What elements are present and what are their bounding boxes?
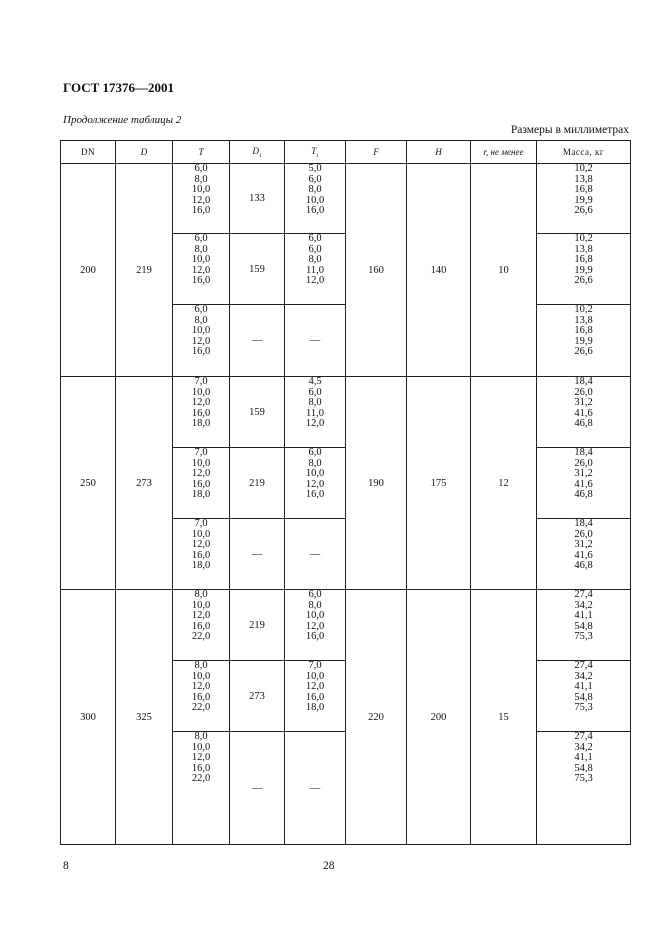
cell-f: 190 <box>346 377 407 590</box>
cell-t1 <box>285 590 346 661</box>
cell-mass-value: 26,0 <box>574 457 593 469</box>
cell-t <box>173 732 230 845</box>
table-row <box>61 377 631 448</box>
cell-mass <box>537 164 631 234</box>
page-number-left: 8 <box>63 860 69 872</box>
cell-h: 200 <box>407 590 471 845</box>
cell-d1: 159 <box>230 234 285 305</box>
cell-t-value: 10,0 <box>191 670 211 682</box>
cell-t1-value: 6,0 <box>308 447 322 458</box>
cell-d: 325 <box>116 590 173 845</box>
cell-t1-value: 11,0 <box>306 264 324 276</box>
cell-t-value: 16,0 <box>191 205 211 217</box>
cell-t-value: 12,0 <box>191 194 211 206</box>
cell-mass-value: 75,3 <box>574 773 593 785</box>
cell-t1-value: 8,0 <box>308 599 322 611</box>
cell-t-value: 8,0 <box>194 660 208 671</box>
cell-t1-value: 6,0 <box>308 173 322 185</box>
cell-t-value: 12,0 <box>191 397 211 409</box>
cell-mass-value: 31,2 <box>574 397 593 409</box>
cell-t-value: 10,0 <box>191 254 211 266</box>
cell-r: 15 <box>471 590 537 845</box>
header-r-symbol: r, <box>483 147 489 157</box>
units-note: Размеры в миллиметрах <box>510 124 629 136</box>
header-t: T <box>173 141 230 164</box>
header-t1 <box>285 141 346 164</box>
cell-t-value: 16,0 <box>191 407 211 419</box>
cell-t <box>173 164 230 234</box>
cell-mass-value: 26,6 <box>574 275 593 287</box>
cell-t-value: 22,0 <box>191 631 211 643</box>
cell-mass <box>537 661 631 732</box>
cell-t1 <box>285 377 346 448</box>
cell-t1-value: 11,0 <box>306 407 324 419</box>
cell-t1-value: 8,0 <box>308 184 322 196</box>
cell-t <box>173 661 230 732</box>
cell-r: 12 <box>471 377 537 590</box>
cell-d1: 273 <box>230 661 285 732</box>
cell-mass-value: 18,4 <box>574 376 593 387</box>
cell-t-value: 22,0 <box>191 702 211 714</box>
cell-t-value: 12,0 <box>191 752 211 764</box>
cell-t <box>173 590 230 661</box>
document-title: ГОСТ 17376—2001 <box>63 80 175 95</box>
cell-mass-value: 26,6 <box>574 205 593 217</box>
cell-t-value: 16,0 <box>191 762 211 774</box>
cell-t-value: 7,0 <box>194 447 208 458</box>
cell-t1-value: 6,0 <box>308 386 322 398</box>
cell-t-value: 12,0 <box>191 335 211 347</box>
cell-t1-value: 10,0 <box>305 468 325 480</box>
cell-mass-value: 27,4 <box>574 660 593 671</box>
cell-mass-value: 16,8 <box>574 184 593 196</box>
cell-t-value: 12,0 <box>191 468 211 480</box>
cell-mass-value: 41,1 <box>574 610 593 622</box>
header-d1 <box>230 141 285 164</box>
cell-t-value: 16,0 <box>191 478 211 490</box>
cell-mass <box>537 234 631 305</box>
cell-t1-value: 6,0 <box>308 243 322 255</box>
cell-t1-value: 8,0 <box>308 397 322 409</box>
cell-mass-value: 46,8 <box>574 418 593 430</box>
cell-t-value: 8,0 <box>194 243 208 255</box>
cell-mass-value: 26,6 <box>574 346 593 358</box>
cell-t1-value: 8,0 <box>308 254 322 266</box>
cell-t1-value: 12,0 <box>305 478 325 490</box>
cell-t-value: 8,0 <box>194 731 208 742</box>
cell-mass-value: 16,8 <box>574 325 593 337</box>
cell-mass-value: 19,9 <box>574 264 593 276</box>
cell-mass-value: 16,8 <box>574 254 593 266</box>
cell-t-value: 8,0 <box>194 173 208 185</box>
cell-mass-value: 41,6 <box>574 407 593 419</box>
cell-d1: 159 <box>230 377 285 448</box>
header-f: F <box>346 141 407 164</box>
header-d1-symbol: D <box>252 145 259 156</box>
cell-f: 160 <box>346 164 407 377</box>
header-dn: DN <box>61 141 116 164</box>
cell-mass-value: 46,8 <box>574 489 593 501</box>
cell-h: 175 <box>407 377 471 590</box>
cell-t1-value: 16,0 <box>305 205 325 217</box>
cell-t1-value: 12,0 <box>305 681 325 693</box>
cell-t1-value: 16,0 <box>305 631 325 643</box>
cell-dn: 200 <box>61 164 116 377</box>
cell-mass-value: 13,8 <box>574 243 593 255</box>
cell-t-value: 12,0 <box>191 264 211 276</box>
cell-t-value: 10,0 <box>191 599 211 611</box>
cell-mass-value: 41,6 <box>574 549 593 561</box>
cell-t-value: 7,0 <box>194 518 208 529</box>
cell-mass-value: 46,8 <box>574 560 593 572</box>
cell-t-value: 18,0 <box>191 418 211 430</box>
cell-mass-value: 31,2 <box>574 468 593 480</box>
cell-t1-value: 12,0 <box>305 275 325 287</box>
cell-t-value: 22,0 <box>191 773 211 785</box>
cell-mass-value: 26,0 <box>574 386 593 398</box>
cell-t1-value: 10,0 <box>305 194 325 206</box>
cell-d: 219 <box>116 164 173 377</box>
cell-r: 10 <box>471 164 537 377</box>
cell-t1-value: 4,5 <box>308 376 322 387</box>
cell-mass-value: 41,1 <box>574 681 593 693</box>
cell-mass-value: 27,4 <box>574 731 593 742</box>
cell-t1: — <box>285 519 346 590</box>
cell-t-value: 10,0 <box>191 741 211 753</box>
cell-t1: — <box>285 732 346 845</box>
cell-mass-value: 34,2 <box>574 741 593 753</box>
cell-t1-value: 10,0 <box>305 610 325 622</box>
page-number-center: 28 <box>323 860 335 872</box>
header-d: D <box>116 141 173 164</box>
cell-mass-value: 41,6 <box>574 478 593 490</box>
table-continuation-caption: Продолжение таблицы 2 <box>63 114 182 126</box>
cell-t-value: 16,0 <box>191 620 211 632</box>
cell-f: 220 <box>346 590 407 845</box>
cell-mass-value: 54,8 <box>574 620 593 632</box>
cell-mass <box>537 305 631 377</box>
cell-h: 140 <box>407 164 471 377</box>
cell-mass <box>537 448 631 519</box>
cell-mass-value: 18,4 <box>574 518 593 529</box>
cell-mass-value: 31,2 <box>574 539 593 551</box>
cell-mass-value: 54,8 <box>574 762 593 774</box>
cell-t-value: 6,0 <box>194 304 208 315</box>
header-t1-symbol: T <box>311 145 317 156</box>
cell-d1: 133 <box>230 164 285 234</box>
header-d1-subscript: 1 <box>259 153 262 159</box>
cell-t1-value: 6,0 <box>308 233 322 244</box>
header-mass: Масса, кг <box>537 141 631 164</box>
cell-mass-value: 13,8 <box>574 173 593 185</box>
cell-t-value: 8,0 <box>194 589 208 600</box>
cell-t-value: 12,0 <box>191 681 211 693</box>
table-row <box>61 590 631 661</box>
table-row <box>61 164 631 234</box>
header-h: H <box>407 141 471 164</box>
cell-t1 <box>285 164 346 234</box>
cell-d1: 219 <box>230 448 285 519</box>
cell-t-value: 12,0 <box>191 539 211 551</box>
cell-mass-value: 13,8 <box>574 314 593 326</box>
header-row <box>61 141 631 164</box>
cell-t1-value: 6,0 <box>308 589 322 600</box>
cell-t1 <box>285 448 346 519</box>
header-t1-subscript: 1 <box>316 153 319 159</box>
cell-mass-value: 18,4 <box>574 447 593 458</box>
cell-d1: 219 <box>230 590 285 661</box>
cell-t1 <box>285 234 346 305</box>
cell-t-value: 8,0 <box>194 314 208 326</box>
cell-t-value: 10,0 <box>191 184 211 196</box>
cell-t1: — <box>285 305 346 377</box>
cell-mass-value: 75,3 <box>574 702 593 714</box>
dimensions-table <box>60 140 631 845</box>
cell-t1-value: 18,0 <box>305 702 325 714</box>
cell-d1: — <box>230 732 285 845</box>
cell-t1-value: 5,0 <box>308 163 322 174</box>
cell-d1: — <box>230 305 285 377</box>
cell-t-value: 16,0 <box>191 691 211 703</box>
cell-mass-value: 19,9 <box>574 194 593 206</box>
cell-t-value: 18,0 <box>191 560 211 572</box>
cell-t <box>173 305 230 377</box>
cell-t1-value: 8,0 <box>308 457 322 469</box>
cell-dn: 300 <box>61 590 116 845</box>
cell-mass-value: 10,2 <box>574 304 593 315</box>
cell-t <box>173 519 230 590</box>
cell-mass <box>537 590 631 661</box>
cell-t1-value: 7,0 <box>308 660 322 671</box>
table-body <box>61 164 631 845</box>
cell-dn: 250 <box>61 377 116 590</box>
cell-mass-value: 26,0 <box>574 528 593 540</box>
cell-mass-value: 41,1 <box>574 752 593 764</box>
cell-mass-value: 34,2 <box>574 599 593 611</box>
cell-t-value: 16,0 <box>191 549 211 561</box>
cell-t-value: 10,0 <box>191 325 211 337</box>
cell-t1-value: 12,0 <box>305 418 325 430</box>
cell-mass <box>537 519 631 590</box>
cell-t <box>173 448 230 519</box>
cell-t <box>173 377 230 448</box>
cell-mass-value: 34,2 <box>574 670 593 682</box>
cell-t-value: 10,0 <box>191 457 211 469</box>
cell-d: 273 <box>116 377 173 590</box>
cell-t1-value: 16,0 <box>305 691 325 703</box>
cell-t <box>173 234 230 305</box>
cell-t-value: 18,0 <box>191 489 211 501</box>
cell-mass-value: 75,3 <box>574 631 593 643</box>
cell-mass-value: 10,2 <box>574 233 593 244</box>
cell-t-value: 6,0 <box>194 163 208 174</box>
cell-t-value: 10,0 <box>191 528 211 540</box>
cell-t-value: 7,0 <box>194 376 208 387</box>
cell-t-value: 10,0 <box>191 386 211 398</box>
cell-mass-value: 10,2 <box>574 163 593 174</box>
cell-t1 <box>285 661 346 732</box>
cell-mass-value: 19,9 <box>574 335 593 347</box>
header-r-suffix: не менее <box>490 147 524 157</box>
cell-t-value: 16,0 <box>191 346 211 358</box>
cell-t1-value: 12,0 <box>305 620 325 632</box>
header-r <box>471 141 537 164</box>
cell-t-value: 6,0 <box>194 233 208 244</box>
cell-t1-value: 10,0 <box>305 670 325 682</box>
cell-t-value: 12,0 <box>191 610 211 622</box>
cell-mass <box>537 377 631 448</box>
cell-mass-value: 54,8 <box>574 691 593 703</box>
cell-mass-value: 27,4 <box>574 589 593 600</box>
cell-mass <box>537 732 631 845</box>
cell-d1: — <box>230 519 285 590</box>
cell-t1-value: 16,0 <box>305 489 325 501</box>
cell-t-value: 16,0 <box>191 275 211 287</box>
